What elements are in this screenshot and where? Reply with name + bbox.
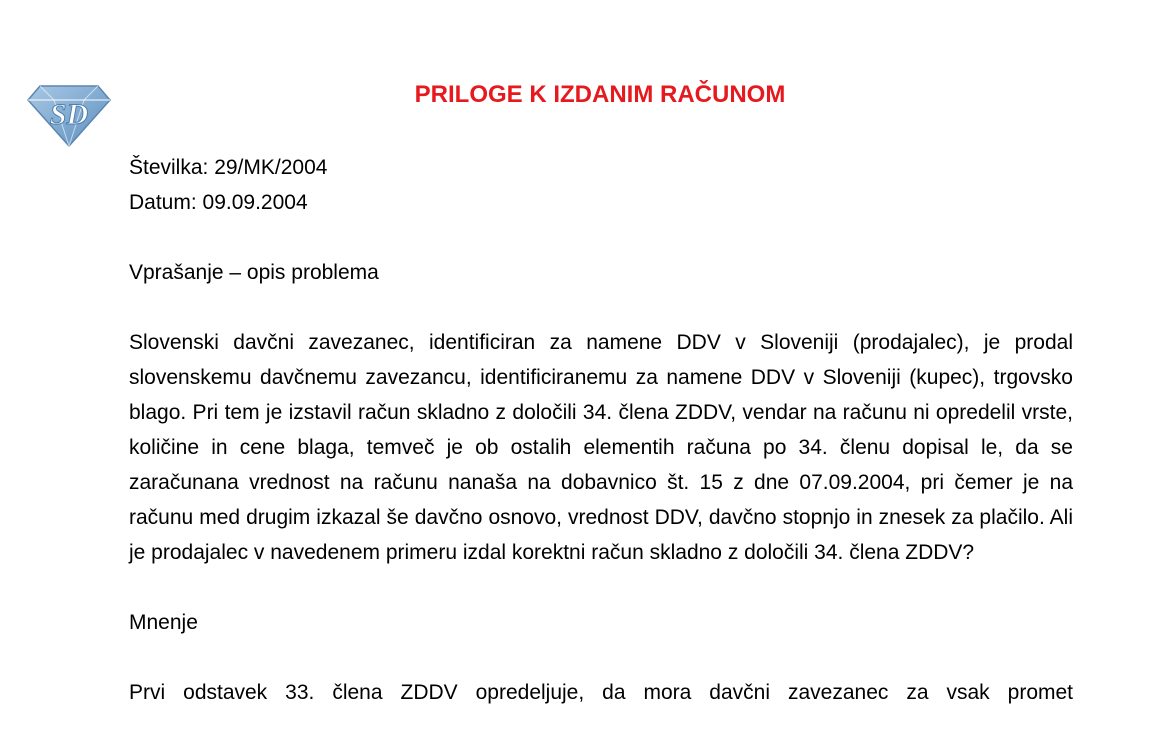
- question-paragraph: Slovenski davčni zavezanec, identificiran za namene DDV v Sloveniji (prodajalec), je prodal slovenskemu davčnemu zavezancu, identificiranemu za namene DDV v Sloveniji (kupec), trgovsko blago. Pri tem je izstavil račun skladno z določili 34. člena ZDDV, vendar na računu ni opredelil vrste, količine in cene blaga, temveč je ob ostalih elementih računa po 34. členu dopisal le, da se zaračunana vrednost na računu nanaša na dobavnico št. 15 z dne 07.09.2004, pri čemer je na računu med drugim izkazal še davčno osnovo, vrednost DDV, davčno stopnjo in znesek za plačilo. Ali je prodajalec v navedenem primeru izdal korektni račun skladno z določili 34. člena ZDDV?: [129, 331, 1073, 564]
- document-title: PRILOGE K IZDANIM RAČUNOM: [414, 81, 786, 108]
- spacer: [129, 290, 1073, 325]
- document-number: Številka: 29/MK/2004: [129, 156, 328, 179]
- document-date: Datum: 09.09.2004: [129, 191, 308, 214]
- opinion-heading: Mnenje: [129, 611, 198, 634]
- opinion-paragraph: Prvi odstavek 33. člena ZDDV opredeljuje, da mora davčni zavezanec za vsak promet: [129, 681, 1073, 704]
- question-heading: Vprašanje – opis problema: [129, 261, 379, 284]
- spacer: [129, 640, 1073, 675]
- spacer: [129, 570, 1073, 605]
- logo-text: SD: [49, 98, 89, 131]
- spacer: [129, 220, 1073, 255]
- document-body: [129, 150, 1073, 710]
